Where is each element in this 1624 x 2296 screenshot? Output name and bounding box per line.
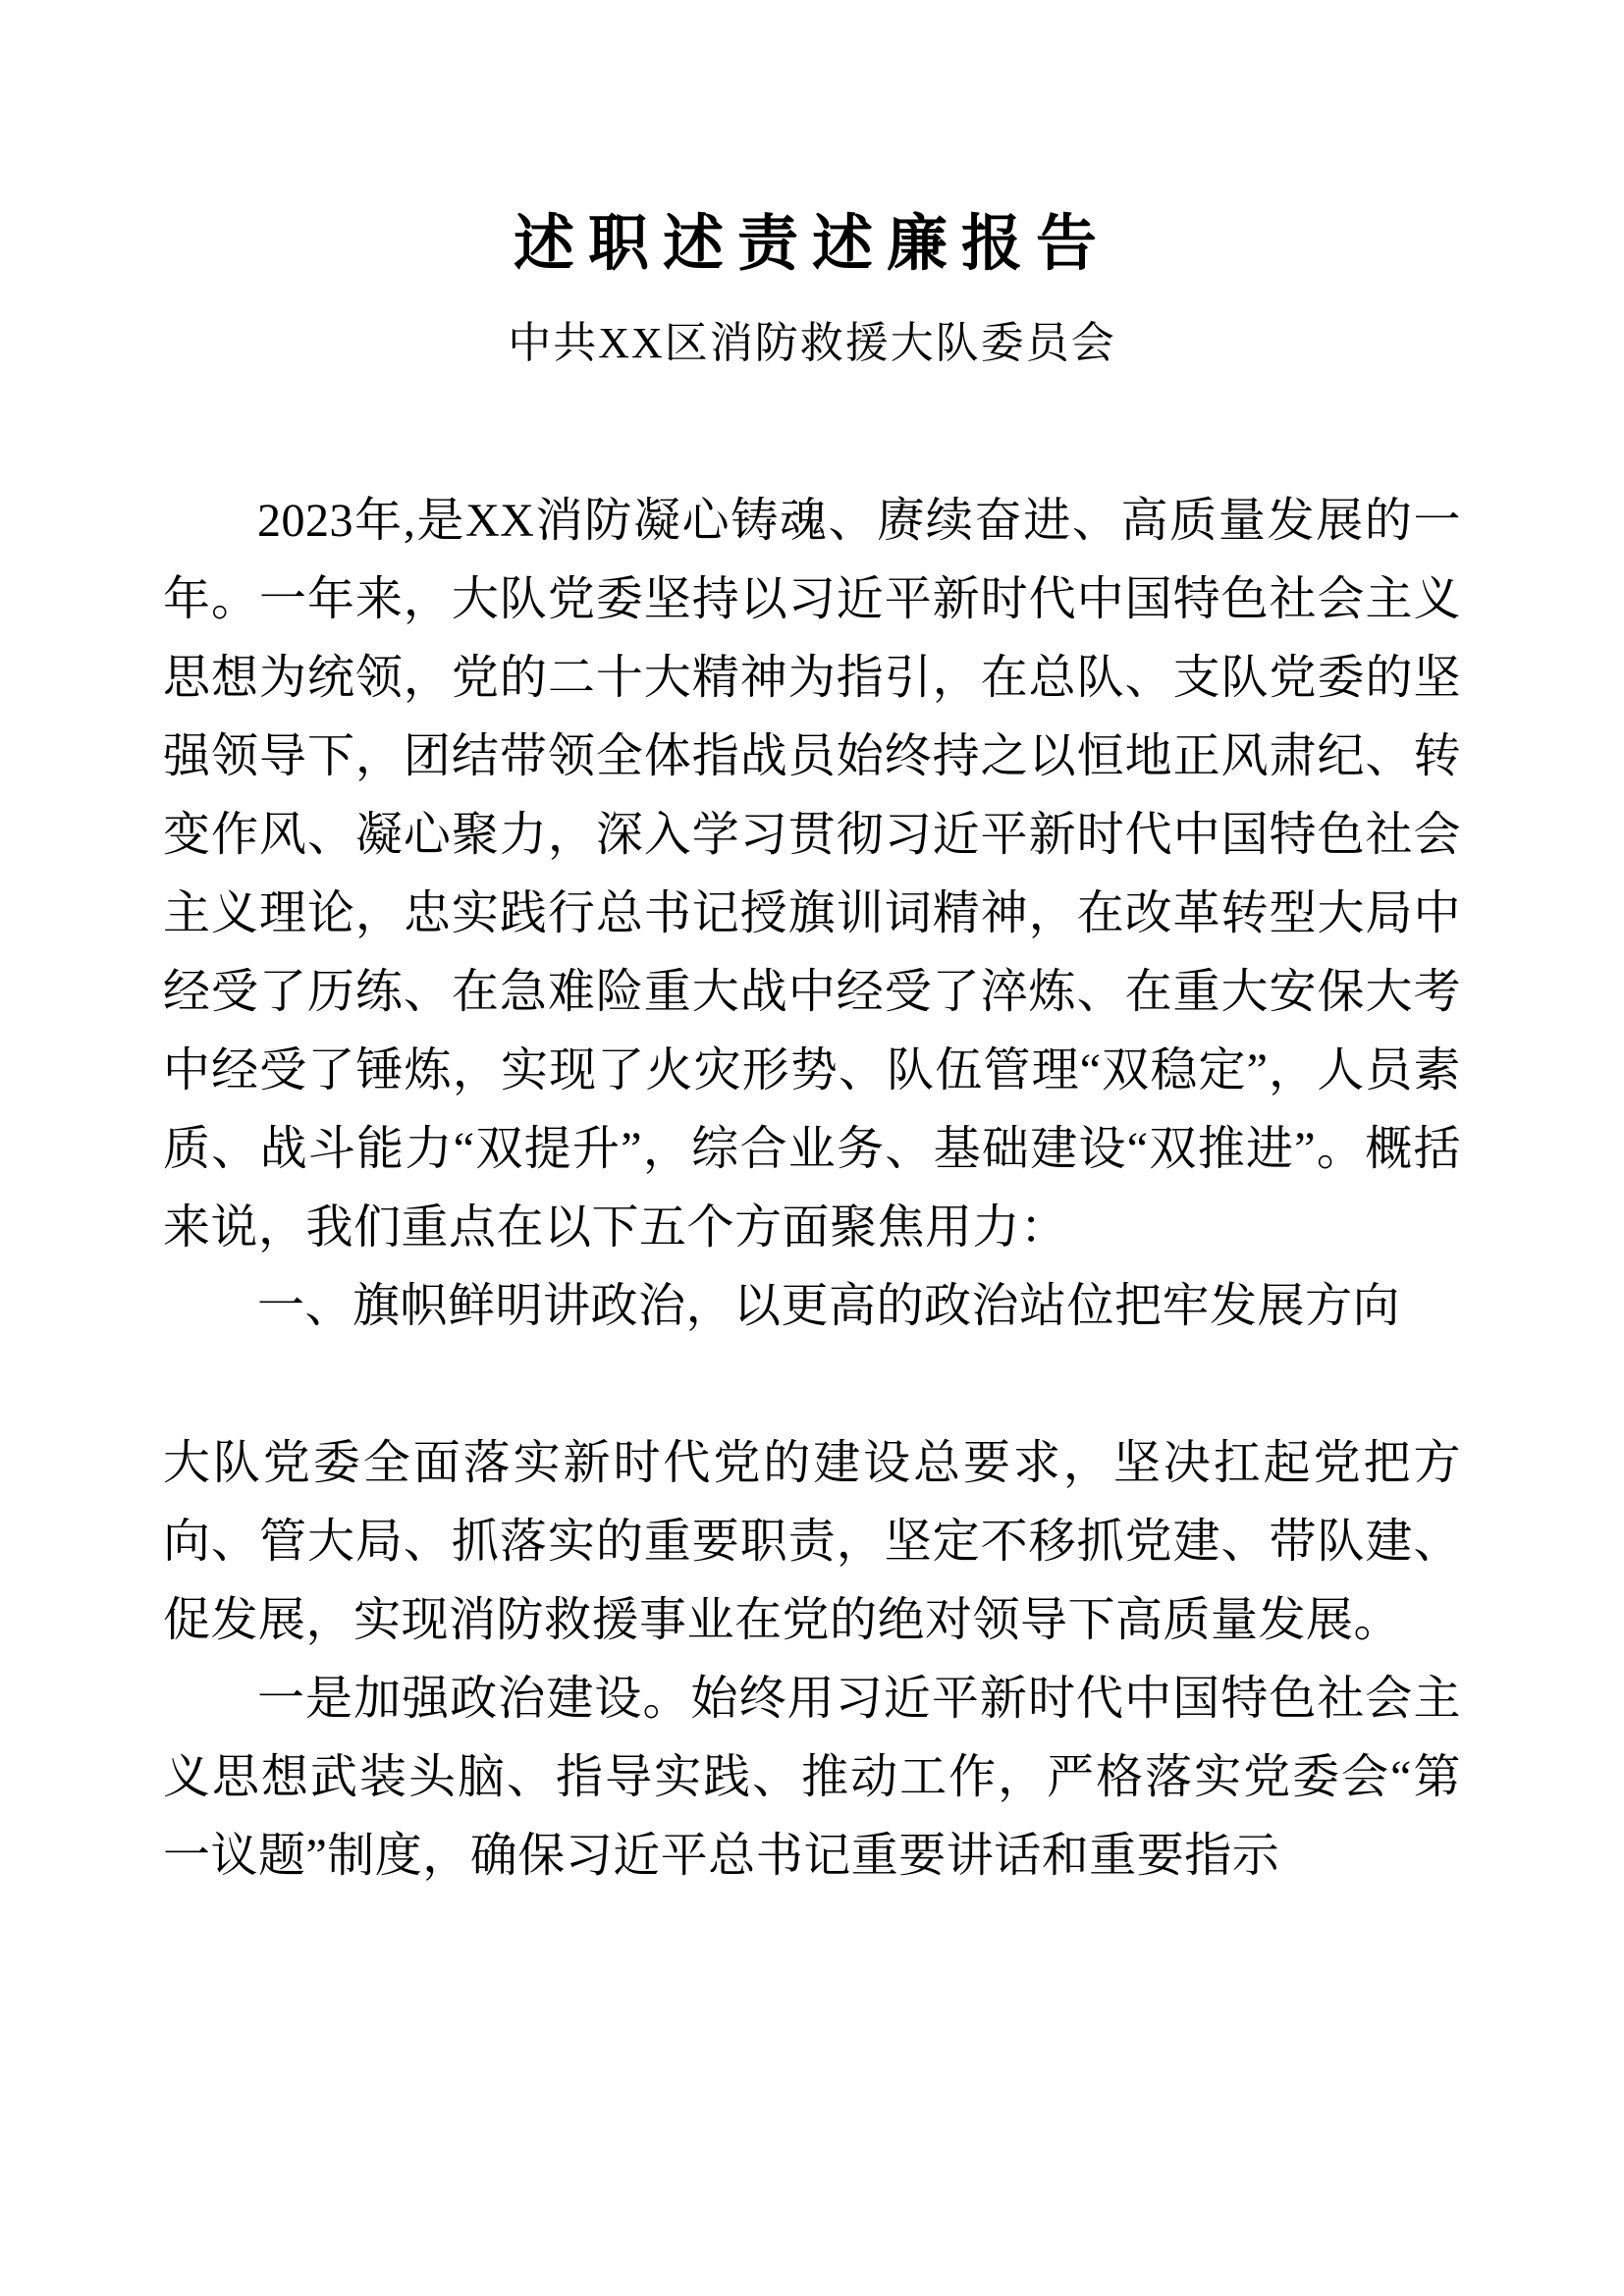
paragraph-intro: 2023年,是XX消防凝心铸魂、赓续奋进、高质量发展的一年。一年来，大队党委坚持以习近平新时代中国特色社会主义思想为统领，党的二十大精神为指引，在总队、支队党委的坚强领导下，团结带领全体指战员始终持之以恒地正风肃纪、转变作风、凝心聚力，深入学习贯彻习近平新时代中国特色社会主义理论，忠实践行总书记授旗训词精神，在改革转型大局中经受了历练、在急难险重大战中经受了淬炼、在重大安保大考中经受了锤炼，实现了火灾形势、队伍管理“双稳定”，人员素质、战斗能力“双提升”，综合业务、基础建设“双推进”。概括来说，我们重点在以下五个方面聚焦用力： xyxy=(163,495,1461,1254)
section-heading: 一、旗帜鲜明讲政治，以更高的政治站位把牢发展方向 xyxy=(257,1280,1401,1332)
paragraph-political-building: 一是加强政治建设。始终用习近平新时代中国特色社会主义思想武装头脑、指导实践、推动工作，严格落实党委会“第一议题”制度，确保习近平总书记重要讲话和重要指示 xyxy=(163,1673,1461,1882)
document-subtitle: 中共XX区消防救援大队委员会 xyxy=(508,319,1116,367)
document-title: 述职述责述廉报告 xyxy=(513,210,1110,278)
document-body xyxy=(163,482,1461,1896)
paragraph-section-overview: 大队党委全面落实新时代党的建设总要求，坚决扛起党把方向、管大局、抓落实的重要职责，坚定不移抓党建、带队建、促发展，实现消防救援事业在党的绝对领导下高质量发展。 xyxy=(163,1437,1461,1646)
